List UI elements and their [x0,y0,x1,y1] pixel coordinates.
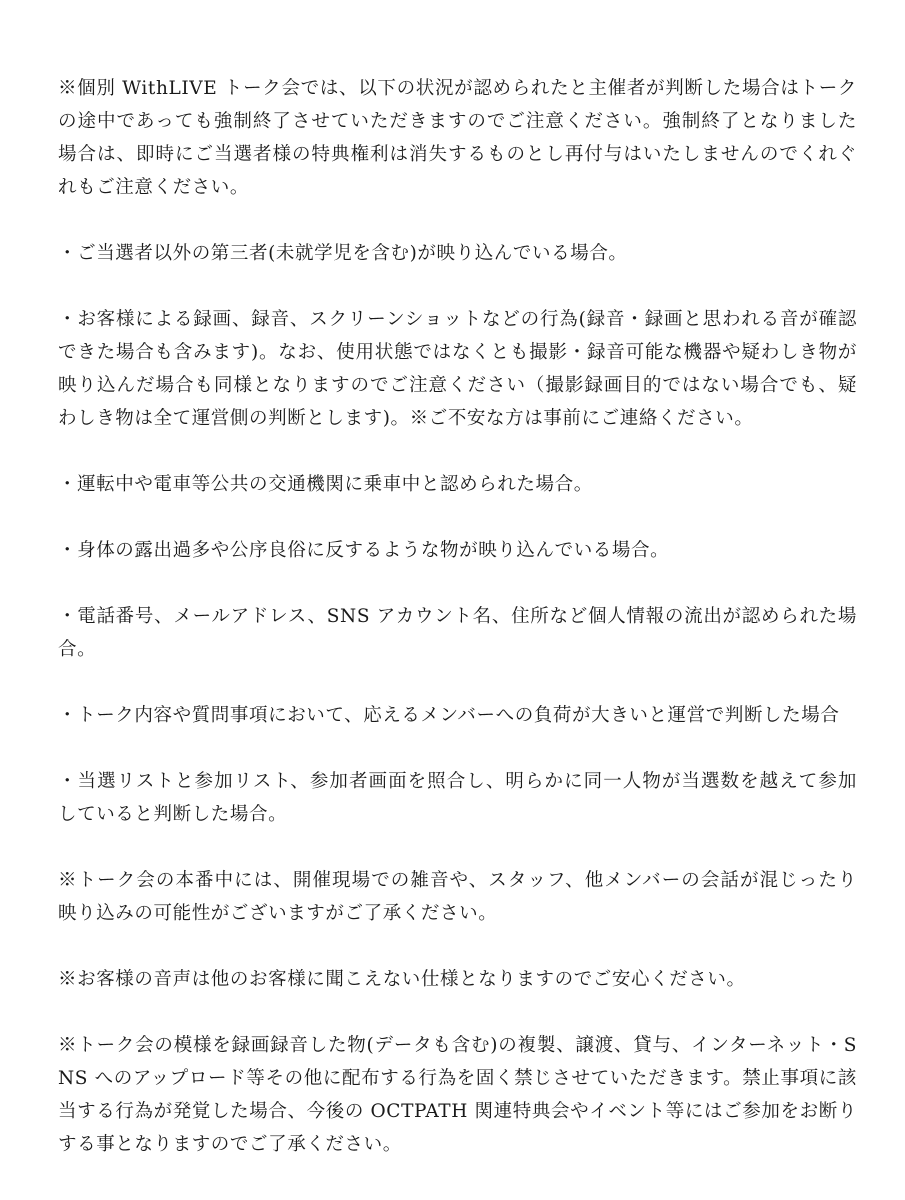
paragraph-spacer [58,270,857,303]
rule-third-party: ・ご当選者以外の第三者(未就学児を含む)が映り込んでいる場合。 [58,243,628,264]
note-audio-privacy: ※お客様の音声は他のお客様に聞こえない仕様となりますのでご安心ください。 [58,969,746,990]
note-distribution-ban: ※トーク会の模様を録画録音した物(データも含む)の複製、譲渡、貸与、インターネット・SNS へのアップロード等その他に配布する行為を固く禁じさせていただきます。禁止事項に該当する行為が発覚した場合、今後の OCTPATH 関連特典会やイベント等にはご参加をお断りする事となりますのでご了承ください。 [58,1035,857,1155]
paragraph-spacer [58,501,857,534]
notice-intro-paragraph: ※個別 WithLIVE トーク会では、以下の状況が認められたと主催者が判断した場合はトークの途中であっても強制終了させていただきますのでご注意ください。強制終了となりました場合は、即時にご当選者様の特典権利は消失するものとし再付与はいたしませんのでくれぐれもご注意ください。 [58,78,857,198]
paragraph-spacer [58,996,857,1029]
note-background-noise: ※トーク会の本番中には、開催現場での雑音や、スタッフ、他メンバーの会話が混じったり映り込みの可能性がございますがご了承ください。 [58,870,857,924]
paragraph-spacer [58,831,857,864]
rule-recording: ・お客様による録画、録音、スクリーンショットなどの行為(録音・録画と思われる音が確認できた場合も含みます)。なお、使用状態ではなくとも撮影・録音可能な機器や疑わしき物が映り込んだ場合も同様となりますのでご注意ください（撮影録画目的ではない場合でも、疑わしき物は全て運営側の判断とします)。※ご不安な方は事前にご連絡ください。 [58,309,857,429]
rule-personal-info: ・電話番号、メールアドレス、SNS アカウント名、住所など個人情報の流出が認められた場合。 [58,606,857,660]
rule-driving: ・運転中や電車等公共の交通機関に乗車中と認められた場合。 [58,474,593,495]
paragraph-spacer [58,435,857,468]
rule-exposure: ・身体の露出過多や公序良俗に反するような物が映り込んでいる場合。 [58,540,670,561]
rule-duplicate-participation: ・当選リストと参加リスト、参加者画面を照合し、明らかに同一人物が当選数を越えて参加していると判断した場合。 [58,771,857,825]
paragraph-spacer [58,204,857,237]
paragraph-spacer [58,732,857,765]
rule-member-burden: ・トーク内容や質問事項において、応えるメンバーへの負荷が大きいと運営で判断した場合 [58,705,840,726]
paragraph-spacer [58,567,857,600]
paragraph-spacer [58,930,857,963]
paragraph-spacer [58,666,857,699]
